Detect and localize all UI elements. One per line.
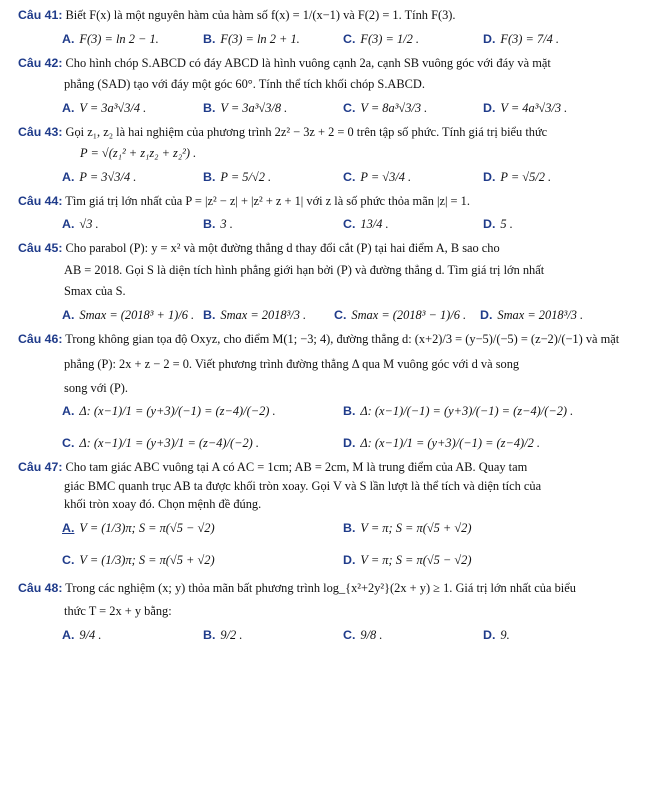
option-c[interactable] bbox=[334, 300, 466, 332]
option-text: P = √5/2 . bbox=[500, 169, 552, 184]
option-label: C. bbox=[343, 627, 356, 642]
option-text: V = 4a³√3/3 . bbox=[500, 100, 568, 115]
question-45-stem-2 bbox=[18, 263, 636, 279]
option-text: 9. bbox=[500, 627, 510, 642]
option-b[interactable] bbox=[203, 300, 306, 332]
option-text: Δ: (x−1)/(−1) = (y+3)/(−1) = (z−4)/(−2) . bbox=[360, 404, 574, 419]
option-b[interactable] bbox=[203, 162, 271, 194]
option-c[interactable] bbox=[62, 428, 259, 460]
option-d[interactable] bbox=[483, 93, 567, 125]
question-text: Trong không gian tọa độ Oxyz, cho điểm M(1; −3; 4), đường thẳng d: (x+2)/3 = (y−5)/(−5) = (z−2)/(−1) và mặt bbox=[65, 331, 620, 346]
option-text: Smax = (2018³ − 1)/6 . bbox=[351, 307, 467, 322]
question-text: AB = 2018. Gọi S là diện tích hình phẳng giới hạn bởi (P) và đường thẳng d. Tìm giá trị lớn nhất bbox=[64, 262, 545, 277]
option-label: B. bbox=[203, 627, 216, 642]
options-row bbox=[18, 162, 636, 194]
option-b[interactable] bbox=[343, 396, 573, 428]
option-label: B. bbox=[203, 217, 216, 232]
option-text: V = 8a³√3/3 . bbox=[360, 100, 428, 115]
question-text: song với (P). bbox=[64, 380, 129, 395]
question-48-stem-2 bbox=[18, 604, 636, 620]
options-row bbox=[18, 513, 636, 545]
option-label: A. bbox=[62, 217, 75, 232]
option-b[interactable] bbox=[203, 24, 300, 56]
option-text: Smax = 2018³/3 . bbox=[220, 307, 307, 322]
question-45-stem-3 bbox=[18, 284, 636, 300]
question-label: Câu 47: bbox=[18, 460, 63, 474]
option-text: V = (1/3)π; S = π(√5 + √2) bbox=[79, 552, 215, 567]
option-d[interactable] bbox=[343, 428, 540, 460]
option-label: A. bbox=[62, 404, 75, 419]
option-label: D. bbox=[480, 307, 493, 322]
option-text: F(3) = ln 2 + 1. bbox=[220, 31, 300, 46]
option-text: Δ: (x−1)/1 = (y+3)/(−1) = (z−4)/2 . bbox=[360, 436, 540, 451]
options-row bbox=[18, 209, 636, 241]
option-d[interactable] bbox=[343, 545, 472, 577]
option-c[interactable] bbox=[343, 620, 382, 652]
option-label: C. bbox=[62, 552, 75, 567]
options-row bbox=[18, 93, 636, 125]
option-a[interactable] bbox=[62, 300, 194, 332]
question-text: Gọi z₁, z₂ là hai nghiệm của phương trình 2z² − 3z + 2 = 0 trên tập số phức. Tính giá trị biểu thức bbox=[65, 124, 548, 139]
question-41 bbox=[18, 8, 636, 56]
option-c[interactable] bbox=[343, 209, 389, 241]
question-label: Câu 45: bbox=[18, 241, 63, 255]
option-text: Smax = 2018³/3 . bbox=[497, 307, 584, 322]
option-text: 9/8 . bbox=[360, 627, 383, 642]
options-row bbox=[18, 620, 636, 652]
question-42-stem-2 bbox=[18, 77, 636, 93]
question-41-stem bbox=[18, 8, 636, 24]
question-text: Trong các nghiệm (x; y) thỏa mãn bất phương trình log_{x²+2y²}(2x + y) ≥ 1. Giá trị lớn nhất của biểu bbox=[65, 580, 576, 595]
option-label: D. bbox=[483, 627, 496, 642]
option-c[interactable] bbox=[343, 24, 419, 56]
question-46-stem bbox=[18, 332, 636, 348]
question-label: Câu 41: bbox=[18, 8, 63, 22]
option-text: F(3) = ln 2 − 1. bbox=[79, 31, 159, 46]
options-row bbox=[18, 545, 636, 577]
options-row bbox=[18, 396, 636, 428]
question-text: thức T = 2x + y bằng: bbox=[64, 604, 172, 618]
option-label: B. bbox=[203, 169, 216, 184]
option-label: A. bbox=[62, 307, 75, 322]
question-text: Cho tam giác ABC vuông tại A có AC = 1cm; AB = 2cm, M là trung điểm của AB. Quay tam bbox=[65, 460, 528, 474]
question-44-stem bbox=[18, 194, 636, 210]
option-d[interactable] bbox=[483, 620, 510, 652]
option-a[interactable] bbox=[62, 162, 136, 194]
question-45 bbox=[18, 241, 636, 332]
question-text: Smax của S. bbox=[64, 284, 126, 298]
option-d[interactable] bbox=[483, 209, 513, 241]
question-label: Câu 42: bbox=[18, 55, 63, 70]
option-label: C. bbox=[343, 100, 356, 115]
option-label: A. bbox=[62, 169, 75, 184]
option-label: C. bbox=[343, 217, 356, 232]
option-text: F(3) = 7/4 . bbox=[500, 31, 560, 46]
option-text: P = √3/4 . bbox=[360, 169, 412, 184]
option-d[interactable] bbox=[480, 300, 583, 332]
question-label: Câu 48: bbox=[18, 580, 63, 595]
option-label: B. bbox=[203, 31, 216, 46]
question-label: Câu 43: bbox=[18, 124, 63, 139]
option-text: P = 3√3/4 . bbox=[79, 169, 137, 184]
option-b[interactable] bbox=[203, 620, 242, 652]
question-48-stem bbox=[18, 581, 636, 597]
option-b[interactable] bbox=[343, 513, 472, 545]
option-label: B. bbox=[343, 520, 356, 535]
question-46-stem-3 bbox=[18, 381, 636, 397]
option-label: B. bbox=[343, 404, 356, 419]
option-label: D. bbox=[483, 169, 496, 184]
option-label: B. bbox=[203, 100, 216, 115]
question-text: giác BMC quanh trục AB ta được khối tròn xoay. Gọi V và S lần lượt là thể tích và diện tích của bbox=[64, 478, 542, 493]
option-b[interactable] bbox=[203, 93, 287, 125]
option-a[interactable] bbox=[62, 396, 276, 428]
question-43 bbox=[18, 125, 636, 194]
question-text: Cho hình chóp S.ABCD có đáy ABCD là hình vuông cạnh 2a, cạnh SB vuông góc với đáy và mặt bbox=[65, 55, 551, 70]
option-label: B. bbox=[203, 307, 216, 322]
question-42 bbox=[18, 56, 636, 125]
options-row bbox=[18, 428, 636, 460]
question-46 bbox=[18, 332, 636, 461]
option-d[interactable] bbox=[483, 162, 551, 194]
question-label: Câu 44: bbox=[18, 193, 63, 208]
option-text: 13/4 . bbox=[360, 217, 389, 232]
question-label: Câu 46: bbox=[18, 331, 63, 346]
question-text: Biết F(x) là một nguyên hàm của hàm số f(x) = 1/(x−1) và F(2) = 1. Tính F(3). bbox=[65, 8, 456, 22]
option-a[interactable] bbox=[62, 24, 159, 56]
option-a[interactable] bbox=[62, 93, 146, 125]
option-text: 3 . bbox=[220, 217, 233, 232]
option-label: D. bbox=[343, 436, 356, 451]
option-a[interactable] bbox=[62, 513, 215, 545]
option-label: D. bbox=[343, 552, 356, 567]
option-a[interactable] bbox=[62, 209, 99, 241]
option-label: A. bbox=[62, 100, 75, 115]
formula: P = √(z₁² + z₁z₂ + z₂²) . bbox=[80, 146, 197, 160]
option-text: V = π; S = π(√5 + √2) bbox=[360, 520, 472, 535]
option-text: Smax = (2018³ + 1)/6 . bbox=[79, 307, 195, 322]
option-label: D. bbox=[483, 217, 496, 232]
question-44 bbox=[18, 194, 636, 242]
option-text: V = π; S = π(√5 − √2) bbox=[360, 552, 472, 567]
option-label: D. bbox=[483, 31, 496, 46]
question-47-stem-2 bbox=[18, 479, 636, 495]
option-d[interactable] bbox=[483, 24, 559, 56]
option-text: 5 . bbox=[500, 217, 513, 232]
option-label: C. bbox=[343, 169, 356, 184]
option-text: √3 . bbox=[79, 217, 99, 232]
question-text: khối tròn xoay đó. Chọn mệnh đề đúng. bbox=[64, 497, 262, 511]
question-43-stem-2 bbox=[18, 146, 636, 162]
option-label: A. bbox=[62, 627, 75, 642]
option-text: P = 5/√2 . bbox=[220, 169, 272, 184]
option-c[interactable] bbox=[343, 93, 427, 125]
option-b[interactable] bbox=[203, 209, 233, 241]
question-47-stem bbox=[18, 460, 636, 476]
option-label: D. bbox=[483, 100, 496, 115]
question-46-stem-2 bbox=[18, 357, 636, 373]
options-row bbox=[18, 24, 636, 56]
question-45-stem bbox=[18, 241, 636, 257]
option-label: C. bbox=[62, 436, 75, 451]
option-c[interactable] bbox=[343, 162, 411, 194]
option-text: V = 3a³√3/4 . bbox=[79, 100, 147, 115]
question-48 bbox=[18, 581, 636, 652]
option-text: Δ: (x−1)/1 = (y+3)/1 = (z−4)/(−2) . bbox=[79, 436, 259, 451]
option-text: Δ: (x−1)/1 = (y+3)/(−1) = (z−4)/(−2) . bbox=[79, 404, 276, 419]
question-text: phẳng (SAD) tạo với đáy một góc 60°. Tính thể tích khối chóp S.ABCD. bbox=[64, 77, 425, 91]
option-label: A. bbox=[62, 31, 75, 46]
option-text: 9/4 . bbox=[79, 627, 102, 642]
option-c[interactable] bbox=[62, 545, 215, 577]
option-text: 9/2 . bbox=[220, 627, 243, 642]
option-label: C. bbox=[343, 31, 356, 46]
option-text: V = 3a³√3/8 . bbox=[220, 100, 288, 115]
question-text: phẳng (P): 2x + z − 2 = 0. Viết phương trình đường thẳng Δ qua M vuông góc với d và song bbox=[64, 357, 520, 371]
option-text: F(3) = 1/2 . bbox=[360, 31, 420, 46]
option-a[interactable] bbox=[62, 620, 101, 652]
options-row bbox=[18, 300, 636, 332]
option-label: A. bbox=[62, 520, 75, 535]
question-42-stem bbox=[18, 56, 636, 72]
question-47-stem-3 bbox=[18, 497, 636, 513]
question-47 bbox=[18, 460, 636, 577]
question-43-stem bbox=[18, 125, 636, 141]
option-text: V = (1/3)π; S = π(√5 − √2) bbox=[79, 520, 215, 535]
question-text: Cho parabol (P): y = x² và một đường thẳng d thay đổi cắt (P) tại hai điểm A, B sao cho bbox=[65, 241, 500, 255]
question-text: Tìm giá trị lớn nhất của P = |z² − z| + |z² + z + 1| với z là số phức thỏa mãn |z| = 1. bbox=[65, 193, 470, 208]
option-label: C. bbox=[334, 307, 347, 322]
